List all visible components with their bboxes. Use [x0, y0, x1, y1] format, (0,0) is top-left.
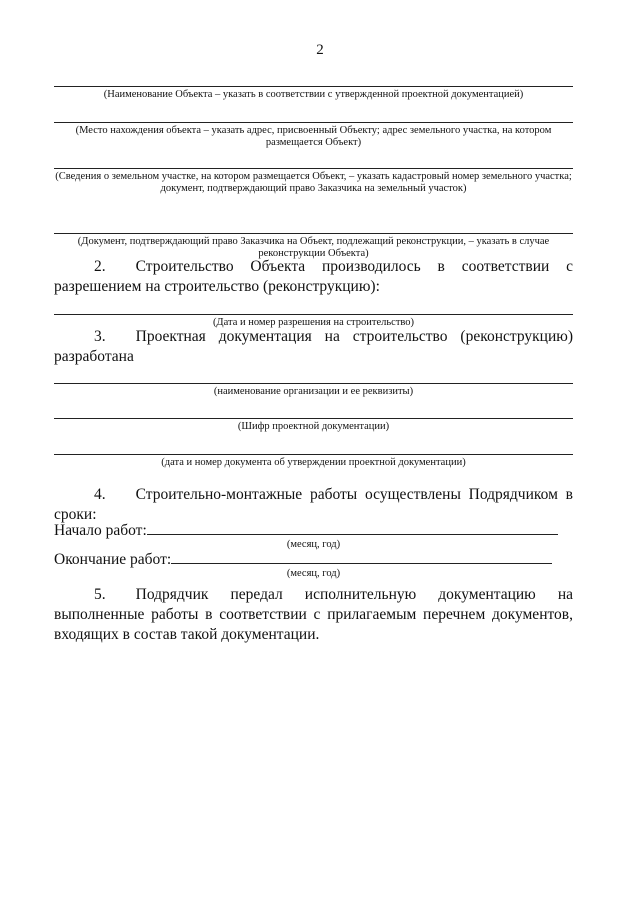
project-code-caption: (Шифр проектной документации): [237, 421, 390, 432]
paragraph-3: [54, 327, 573, 367]
paragraph-4-number: 4.: [94, 486, 106, 503]
page-number: 2: [316, 42, 324, 58]
start-works-caption: (месяц, год): [286, 539, 341, 550]
object-name-caption: (Наименование Объекта – указать в соответствии с утвержденной проектной документацией): [103, 89, 524, 100]
paragraph-4: [54, 485, 573, 525]
land-plot-field: [54, 168, 573, 195]
start-works-label: Начало работ:: [54, 522, 147, 539]
object-location-caption: (Место нахождения объекта – указать адрес, присвоенный Объекту; адрес земельного участка, на котором размещается Объект): [75, 125, 552, 148]
paragraph-5: [54, 585, 573, 645]
end-works-label: Окончание работ:: [54, 551, 172, 568]
paragraph-5-number: 5.: [94, 586, 106, 603]
paragraph-2: [54, 257, 573, 297]
approval-caption: (дата и номер документа об утверждении проектной документации): [161, 457, 466, 468]
organization-field: [54, 383, 573, 398]
right-document-field: [54, 233, 573, 260]
object-location-field: [54, 122, 573, 149]
project-code-field: [54, 418, 573, 433]
end-works-line: [171, 549, 552, 564]
paragraph-2-number: 2.: [94, 258, 106, 275]
land-plot-caption: (Сведения о земельном участке, на котором размещается Объект, – указать кадастровый номер земельного участка; документ, подтверждающий право Заказчика на земельный участок): [55, 171, 572, 194]
paragraph-4-text: Строительно-монтажные работы осуществлены Подрядчиком в сроки:: [54, 486, 573, 523]
paragraph-2-text: Строительство Объекта производилось в соответствии с разрешением на строительство (реконструкцию):: [54, 258, 573, 295]
approval-field: [54, 454, 573, 469]
organization-caption: (наименование организации и ее реквизиты): [213, 386, 414, 397]
paragraph-5-text: Подрядчик передал исполнительную документацию на выполненные работы в соответствии с прилагаемым перечнем документов, входящих в состав такой документации.: [54, 586, 573, 643]
start-works-line: [147, 520, 558, 535]
right-document-caption: (Документ, подтверждающий право Заказчика на Объект, подлежащий реконструкции, – указать в случае реконструкции Объекта): [77, 236, 550, 259]
object-name-field: [54, 86, 573, 101]
paragraph-3-text: Проектная документация на строительство (реконструкцию) разработана: [54, 328, 573, 365]
paragraph-3-number: 3.: [94, 328, 106, 345]
permit-caption: (Дата и номер разрешения на строительство): [212, 317, 415, 328]
end-works-caption: (месяц, год): [286, 568, 341, 579]
